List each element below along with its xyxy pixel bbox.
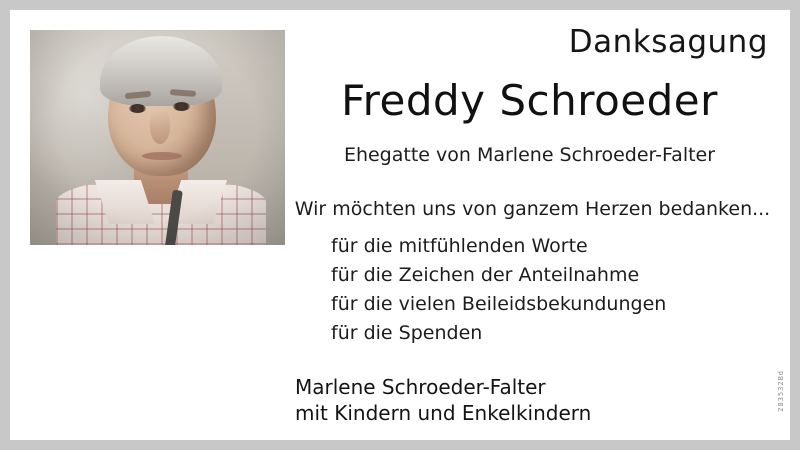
notice-heading: Danksagung [568,24,768,60]
deceased-name: Freddy Schroeder [341,76,718,125]
signature-block [295,374,591,426]
signature-line-1: Marlene Schroeder-Falter [295,375,546,399]
signature-line-2: mit Kindern und Enkelkindern [295,401,592,425]
list-item: für die mitfühlenden Worte [331,235,588,257]
obituary-notice-card [10,10,790,440]
portrait-photo [30,30,285,245]
list-item: für die Spenden [331,322,483,344]
photo-vignette [30,30,285,245]
intro-line: Wir möchten uns von ganzem Herzen bedanken... [294,198,771,220]
notice-text-column [285,10,790,440]
spouse-line: Ehegatte von Marlene Schroeder-Falter [343,144,716,166]
list-item: für die vielen Beileidsbekundungen [331,293,667,315]
thanks-list [331,232,666,348]
side-reference-code: 283532Bd [777,370,785,412]
list-item: für die Zeichen der Anteilnahme [331,264,640,286]
